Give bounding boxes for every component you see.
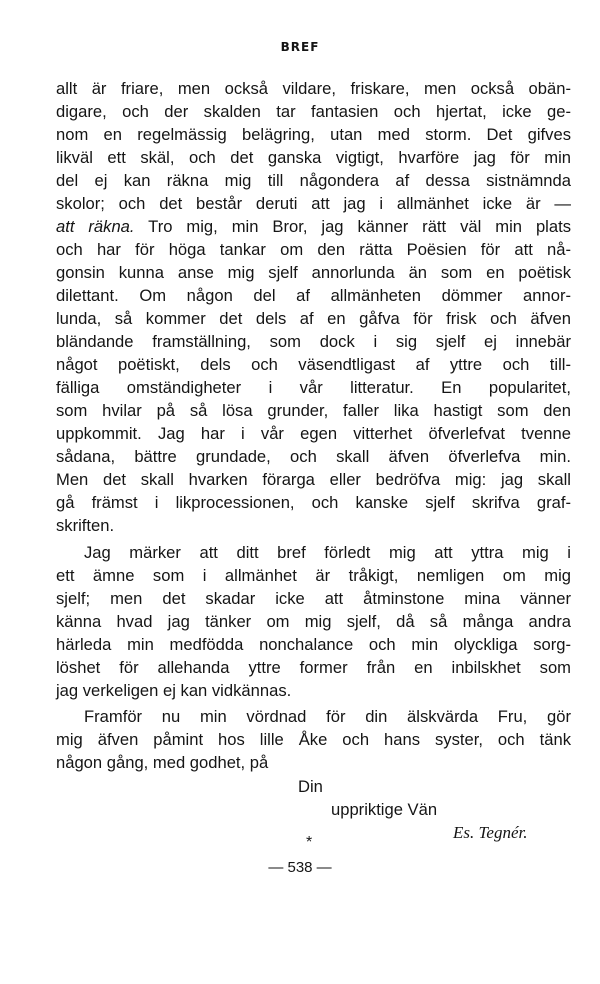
text-line: mig äfven påmint hos lille Åke och hans syster, och tänk [56, 730, 571, 749]
text-line: digare, och der skalden tar fantasien och hjertat, icke ge- [56, 102, 571, 121]
text-line: och har för höga tankar om den rätta Poësien för att nå- [56, 240, 571, 259]
text-line: som hvilar på så lösa grunder, faller lika hastigt som den [56, 401, 571, 420]
text-line: sjelf; men det skadar icke att åtminstone mina vänner [56, 589, 571, 608]
text-line: nom en regelmässig belägring, utan med storm. Det gifves [56, 125, 571, 144]
text-line: Men det skall hvarken förarga eller bedröfva mig: jag skall [56, 470, 571, 489]
text-line: uppkommit. Jag har i vår egen vitterhet öfverlefvat tvenne [56, 424, 571, 443]
text-line: sådana, bättre grundade, och skall äfven öfverlefva min. [56, 447, 571, 466]
line-rest: Tro mig, min Bror, jag känner rätt väl min plats [134, 217, 571, 236]
text-line: härleda min medfödda nonchalance och min olyckliga sorg- [56, 635, 571, 654]
text-line: känna hvad jag tänker om mig sjelf, då så många andra [56, 612, 571, 631]
text-line: något poëtiskt, dels och väsendtligast af yttre och till- [56, 355, 571, 374]
text-line: del ej kan räkna mig till någondera af dessa sistnämnda [56, 171, 571, 190]
text-line: lunda, så kommer det dels af en gåfva för frisk och äfven [56, 309, 571, 328]
signature: Es. Tegnér. [453, 823, 528, 842]
closing-uppriktige: uppriktige Vän [331, 800, 438, 819]
text-line: dilettant. Om någon del af allmänheten dömmer annor- [56, 286, 571, 305]
italic-phrase: att räkna. [56, 217, 135, 236]
text-line-italic-start [56, 215, 571, 238]
page-number: — 538 — [268, 859, 332, 876]
text-line: skolor; och det består deruti att jag i allmänhet icke är — [56, 194, 571, 213]
text-line: skriften. [56, 516, 115, 535]
text-line: ett ämne som i allmänhet är tråkigt, nemligen om mig [56, 566, 571, 585]
running-header: BREF [280, 40, 320, 54]
text-line: Framför nu min vördnad för din älskvärda Fru, gör [84, 707, 571, 726]
text-line: bländande framställning, som dock i sig sjelf ej innebär [56, 332, 571, 351]
text-line: fälliga omständigheter i vår litteratur. En popularitet, [56, 378, 571, 397]
text-line: likväl ett skäl, och det ganska vigtigt, hvarföre jag för min [56, 148, 571, 167]
text-line: någon gång, med godhet, på [56, 753, 269, 772]
text-line: Jag märker att ditt bref förledt mig att yttra mig i [84, 543, 571, 562]
asterisk-ornament: * [306, 834, 313, 851]
text-line: löshet för allehanda yttre former från en inbilskhet som [56, 658, 571, 677]
text-line: gå främst i likprocessionen, och kanske sjelf skrifva graf- [56, 493, 571, 512]
text-line: jag verkeligen ej kan vidkännas. [56, 681, 292, 700]
closing-din: Din [298, 777, 323, 796]
text-line: allt är friare, men också vildare, friskare, men också obän- [56, 79, 571, 98]
text-line: gonsin kunna anse mig sjelf annorlunda än som en poëtisk [56, 263, 571, 282]
